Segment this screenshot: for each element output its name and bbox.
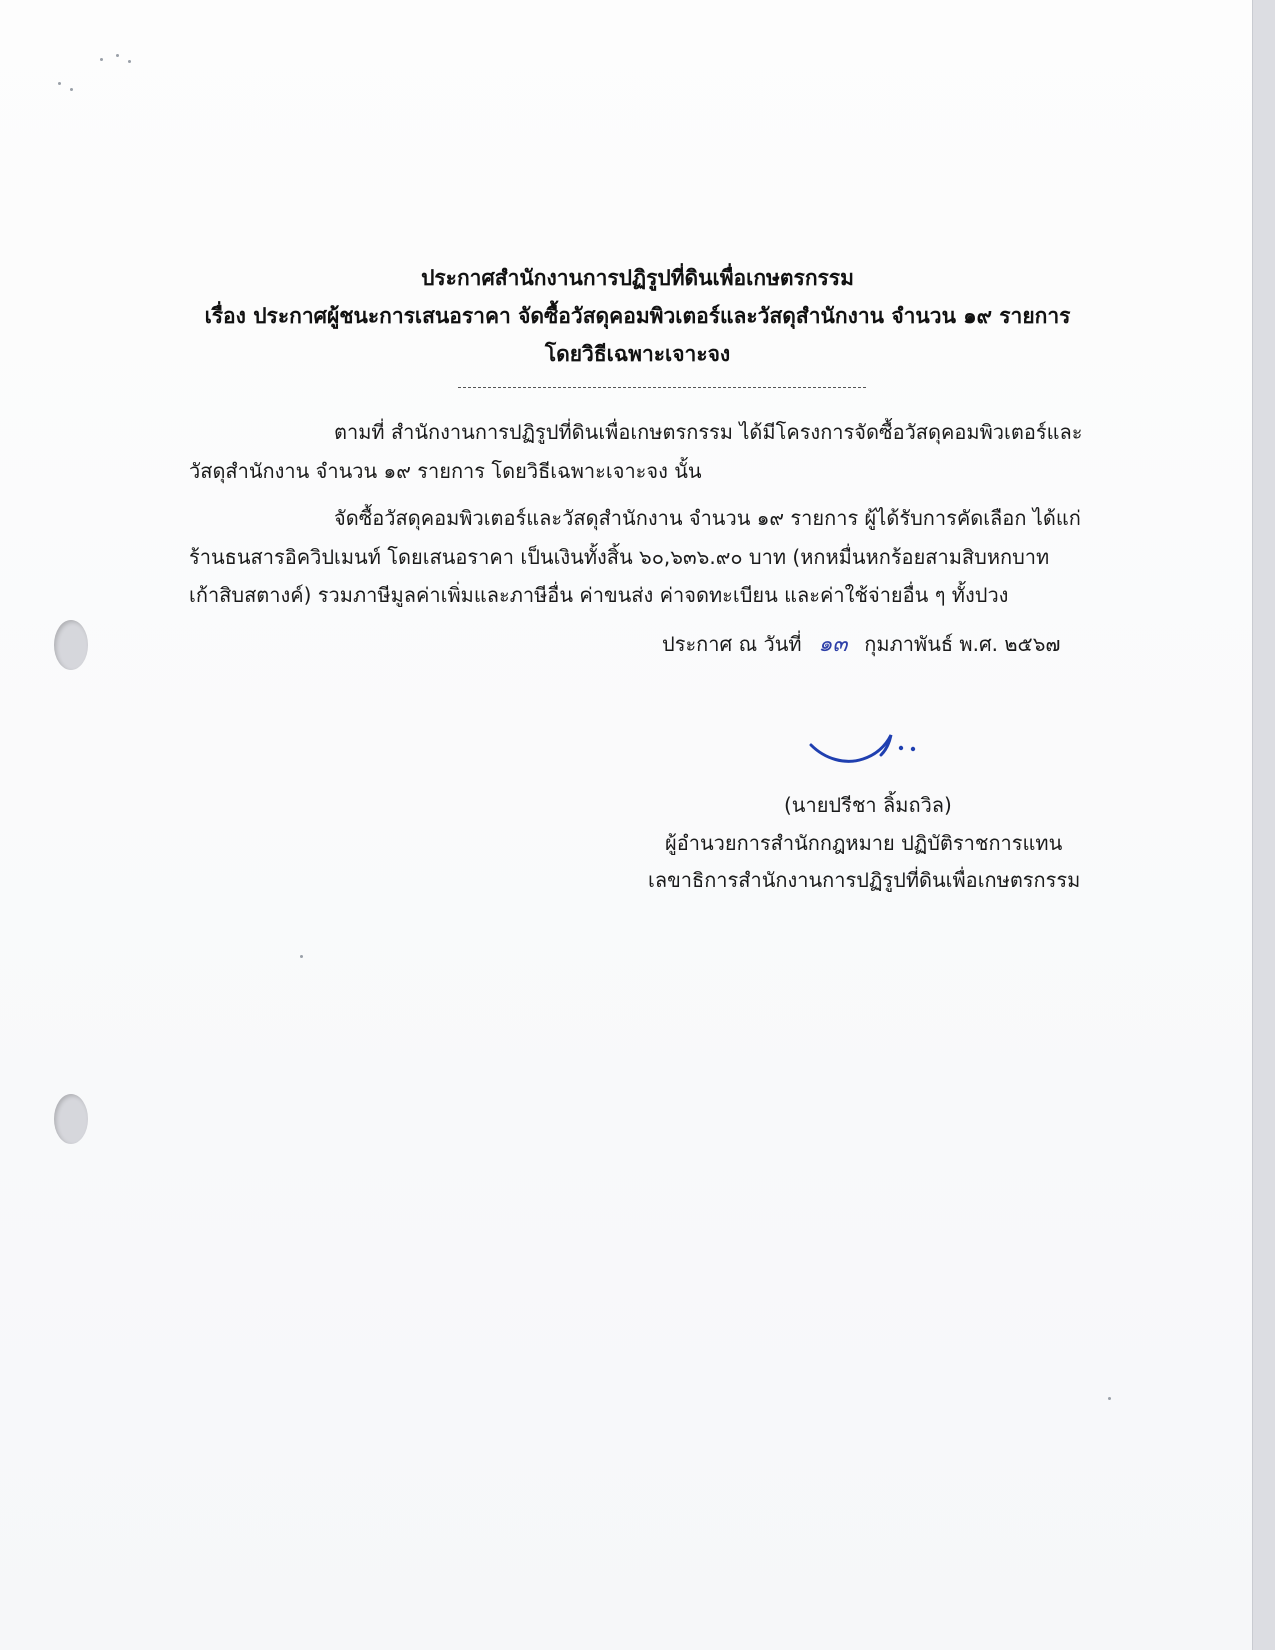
punch-hole (54, 620, 88, 670)
document-title: ประกาศสำนักงานการปฏิรูปที่ดินเพื่อเกษตรกรรม (421, 266, 854, 290)
handwritten-signature (805, 715, 935, 775)
signatory-name: (นายปรีชา ลิ้มถวิล) (784, 793, 952, 817)
paragraph-2-line-2: ร้านธนสารอิควิปเมนท์ โดยเสนอราคา เป็นเงินทั้งสิ้น ๖๐,๖๓๖.๙๐ บาท (หกหมื่นหกร้อยสามสิบหกบาท (189, 545, 1050, 569)
date-day-handwritten: ๑๓ (818, 632, 848, 657)
scan-speck (58, 82, 61, 85)
scan-speck (128, 60, 131, 63)
punch-hole (54, 1094, 88, 1144)
paragraph-1-line-2: วัสดุสำนักงาน จำนวน ๑๙ รายการ โดยวิธีเฉพาะเจาะจง นั้น (189, 459, 702, 483)
title-divider (458, 387, 866, 388)
date-prefix: ประกาศ ณ วันที่ (662, 632, 802, 656)
scanner-edge (1252, 0, 1275, 1650)
date-suffix: กุมภาพันธ์ พ.ศ. ๒๕๖๗ (864, 632, 1061, 656)
scan-speck (300, 955, 303, 958)
paragraph-2-line-3: เก้าสิบสตางค์) รวมภาษีมูลค่าเพิ่มและภาษีอื่น ค่าขนส่ง ค่าจดทะเบียน และค่าใช้จ่ายอื่น ๆ ทั้งปวง (189, 583, 1009, 607)
document-subject: เรื่อง ประกาศผู้ชนะการเสนอราคา จัดซื้อวัสดุคอมพิวเตอร์และวัสดุสำนักงาน จำนวน ๑๙ รายการ (204, 304, 1071, 328)
scan-speck (116, 54, 119, 57)
signatory-position-1: ผู้อำนวยการสำนักกฎหมาย ปฏิบัติราชการแทน (665, 831, 1063, 855)
paragraph-2-line-1: จัดซื้อวัสดุคอมพิวเตอร์และวัสดุสำนักงาน จำนวน ๑๙ รายการ ผู้ได้รับการคัดเลือก ได้แก่ (334, 506, 1081, 530)
signatory-position-2: เลขาธิการสำนักงานการปฏิรูปที่ดินเพื่อเกษตรกรรม (648, 868, 1081, 892)
announcement-date (662, 626, 1060, 661)
scan-speck (70, 88, 73, 91)
scan-speck (1108, 1397, 1111, 1400)
scan-speck (100, 58, 103, 61)
document-method: โดยวิธีเฉพาะเจาะจง (544, 342, 731, 366)
paragraph-1-line-1: ตามที่ สำนักงานการปฏิรูปที่ดินเพื่อเกษตรกรรม ได้มีโครงการจัดซื้อวัสดุคอมพิวเตอร์และ (334, 420, 1083, 444)
